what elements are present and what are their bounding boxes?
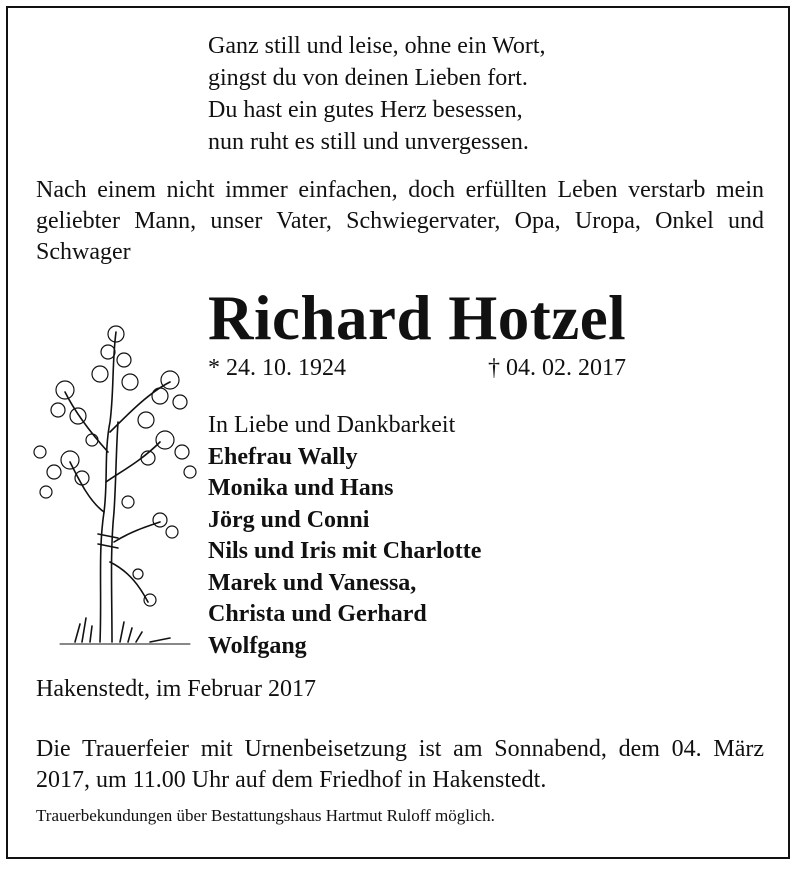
mourner-entry: Wolfgang <box>208 632 307 659</box>
birth-date: * 24. 10. 1924 <box>208 355 346 381</box>
deceased-name: Richard Hotzel <box>208 283 627 353</box>
mourner-entry: Monika und Hans <box>208 475 394 501</box>
death-date: † 04. 02. 2017 <box>488 355 626 381</box>
intro-text: Nach einem nicht immer einfachen, doch erfüllten Leben verstarb mein geliebter Mann, unser Vater, Schwiegervater, Opa, Uropa, Onkel und Schwager <box>36 177 764 265</box>
mourners-lead: In Liebe und Dankbarkeit <box>208 412 456 438</box>
mourner-entry: Marek und Vanessa, <box>208 569 417 596</box>
tree-icon <box>20 312 200 652</box>
mourners-list <box>208 410 481 662</box>
mourner-entry: Nils und Iris mit Charlotte <box>208 538 482 564</box>
place-date: Hakenstedt, im Februar 2017 <box>36 676 316 702</box>
poem <box>208 30 546 158</box>
poem-line: nun ruht es still und unvergessen. <box>208 129 529 155</box>
poem-line: Ganz still und leise, ohne ein Wort, <box>208 33 546 59</box>
funeral-service-text: Die Trauerfeier mit Urnenbeisetzung ist am Sonnabend, dem 04. März 2017, um 11.00 Uhr auf dem Friedhof in Hakenstedt. <box>36 736 764 793</box>
poem-line: gingst du von deinen Lieben fort. <box>208 65 528 91</box>
condolence-note: Trauerbekundungen über Bestattungshaus Hartmut Ruloff möglich. <box>36 806 495 825</box>
mourner-entry: Christa und Gerhard <box>208 601 427 627</box>
poem-line: Du hast ein gutes Herz besessen, <box>208 97 523 123</box>
mourner-entry: Ehefrau Wally <box>208 443 358 470</box>
mourner-entry: Jörg und Conni <box>208 506 370 533</box>
